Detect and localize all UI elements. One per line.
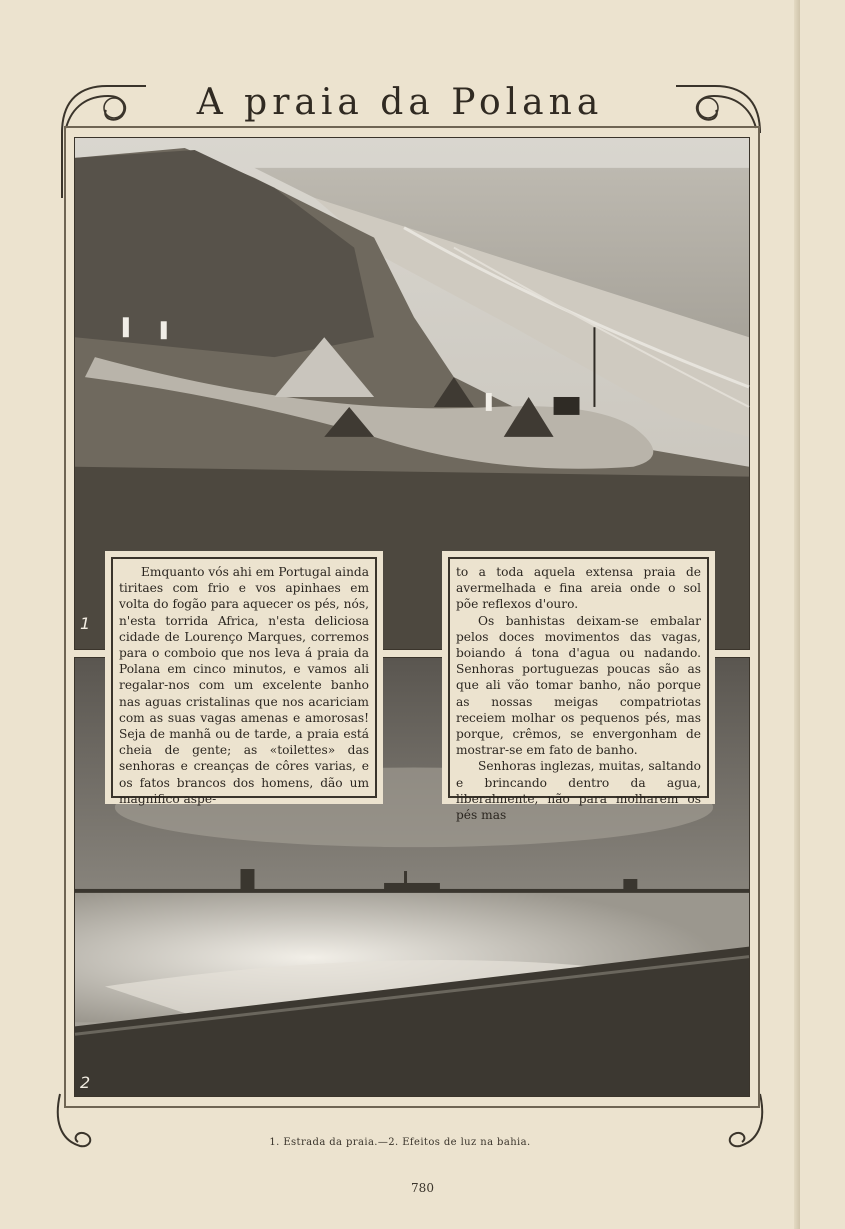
photo-number-1: 1 [80, 614, 91, 633]
page-title: A praia da Polana [196, 82, 604, 124]
paragraph: Senhoras inglezas, muitas, saltando e brincando dentro da agua, liberalmente, não para molharem os pés mas [456, 759, 701, 823]
paragraph: Os banhistas deixam-se embalar pelos doces movimentos das vagas, boiando á tona d'agua ou nadando. Senhoras portuguezas poucas são as que ali vão tomar banho, não porque as nossas meigas compatriotas receiem molhar os pequenos pés, mas porque, crêmos, se envergonham de mostrar-se em fato de banho. [456, 613, 701, 758]
page-edge [794, 0, 800, 1229]
paragraph: to a toda aquela extensa praia de avermelhada e fina areia onde o sol põe reflexos d'ouro. [456, 565, 701, 612]
article-column-left [105, 551, 383, 804]
paragraph: Emquanto vós ahi em Portugal ainda tiritaes com frio e vos apinhaes em volta do fogão para aquecer os pés, nós, n'esta torrida Africa, n'esta deliciosa cidade de Lourenço Marques, corremos para o comboio que nos leva á praia da Polana em cinco minutos, e vamos ali regalar-nos com um excelente banho nas aguas cristalinas que nos acariciam com as suas vagas amenas e amorosas! Seja de manhã ou de tarde, a praia está cheia de gente; as «toilettes» das senhoras e creanças de côres varias, e os fatos brancos dos homens, dão um magnifico aspe- [119, 565, 369, 806]
photo-caption: 1. Estrada da praia.—2. Efeitos de luz na bahia. [269, 1137, 531, 1148]
page-number: 780 [411, 1181, 434, 1195]
article-column-right [442, 551, 715, 823]
photo-number-2: 2 [80, 1073, 91, 1092]
